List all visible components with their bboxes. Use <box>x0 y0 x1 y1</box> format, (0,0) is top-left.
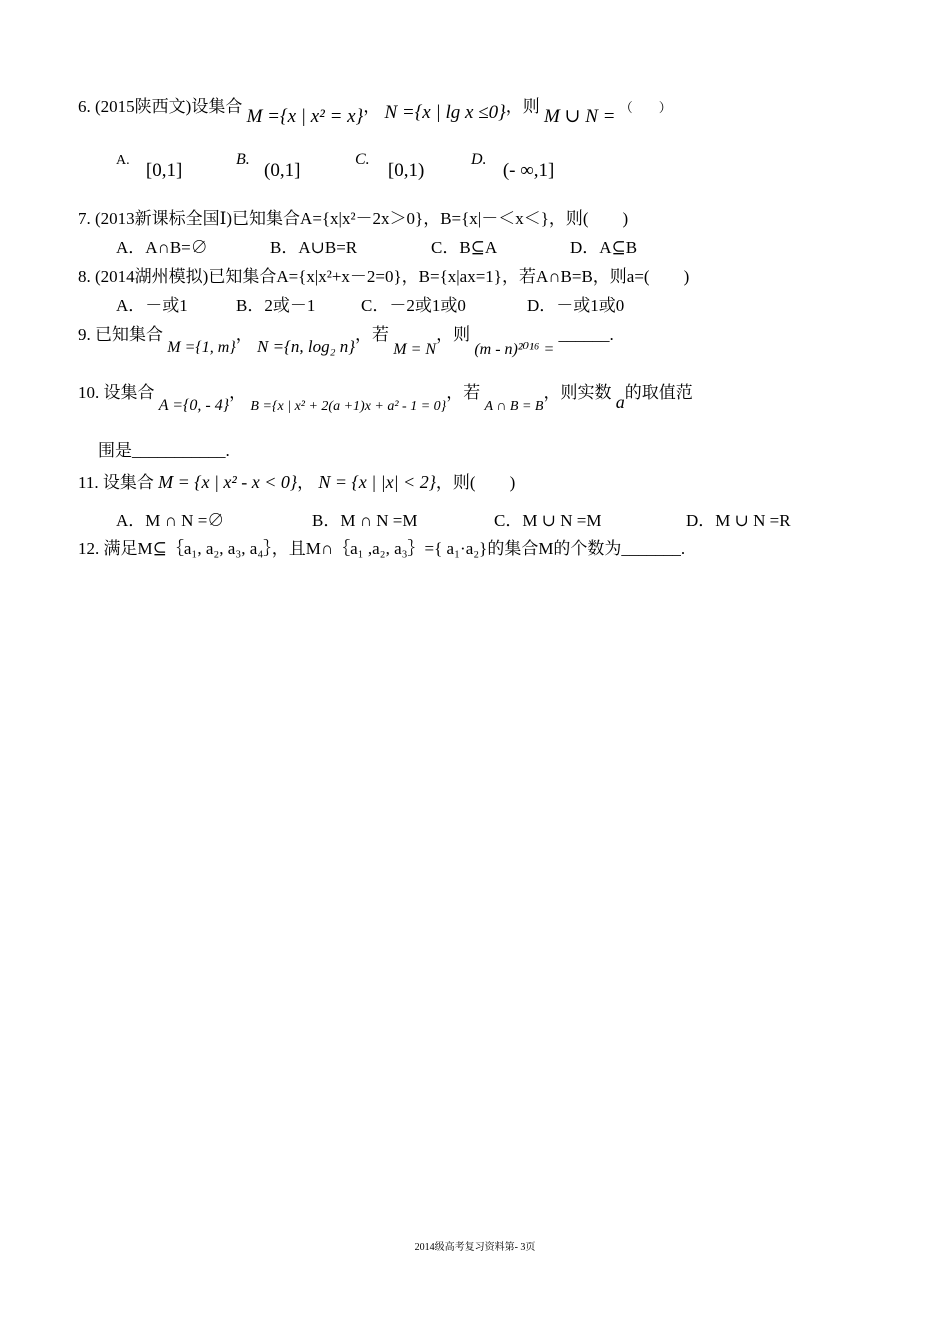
q10-set-b: B ={x | x² + 2(a +1)x + a² - 1 = 0} <box>250 399 447 414</box>
q10-cond: A ∩ B = B <box>484 399 544 414</box>
q9-blank: ______. <box>558 325 614 344</box>
q6-set-m: M ={x | x² = x} <box>246 106 364 127</box>
q7-option-b: B．A∪B=R <box>270 238 358 257</box>
question-11 <box>78 468 515 493</box>
q9-sep3: ，则 <box>436 325 471 344</box>
q9-set-n: N ={n, log₂ n} <box>256 337 356 356</box>
q6-paren: （ ） <box>619 100 672 115</box>
q11-option-c: C．M ∪ N =M <box>494 511 602 530</box>
question-12: 12. 满足M⊆｛a₁, a₂, a₃, a₄｝，且M∩｛a₁ ,a₂, a₃｝={ a₁·a₂}的集合M的个数为_______. <box>78 539 686 558</box>
q10-sep2: ，若 <box>446 383 481 402</box>
q8-option-a: A．－或1 <box>116 296 188 315</box>
q11-stem: 11. 设集合 <box>78 473 154 492</box>
q10-stem: 10. 设集合 <box>78 383 155 402</box>
q6-set-n: N ={x | lg x ≤0} <box>384 102 506 123</box>
q6-option-a: A. [0,1] <box>116 153 183 181</box>
q6-option-c: C. [0,1) <box>355 151 425 181</box>
q8-option-d: D．－或1或0 <box>527 296 625 315</box>
q11-sep1: ， <box>297 473 315 492</box>
q9-cond: M = N <box>393 341 437 358</box>
q7-option-a: A．A∩B=∅ <box>116 238 208 257</box>
q6-expr: M ∪ N = <box>543 106 616 127</box>
question-8: 8. (2014湖州模拟)已知集合A={x|x²+x－2=0}，B={x|ax=1}，若A∩B=B，则a=( ) <box>78 267 690 286</box>
q8-option-b: B．2或－1 <box>236 296 316 315</box>
q7-option-d: D．A⊆B <box>570 238 638 257</box>
q8-option-c: C．－2或1或0 <box>361 296 466 315</box>
q6-sep1: ， <box>363 97 381 116</box>
q11-option-a: A．M ∩ N =∅ <box>116 511 225 530</box>
page-footer: 2014级高考复习资料第- 3页 <box>414 1242 536 1253</box>
q11-set-m: M = {x | x² - x < 0} <box>158 472 298 492</box>
q10-tail: 的取值范 <box>624 383 693 402</box>
q7-option-c: C．B⊆A <box>431 238 498 257</box>
q6-stem: 6. (2015陕西文)设集合 <box>78 97 243 116</box>
q11-option-b: B．M ∩ N =M <box>312 511 418 530</box>
q6-sep2: ，则 <box>505 97 540 116</box>
q11-tail: ，则( ) <box>435 473 516 492</box>
q9-expr: (m - n)²⁰¹⁶ = <box>474 341 555 358</box>
question-10-line2: 围是___________. <box>98 441 230 460</box>
question-9 <box>78 320 614 358</box>
question-7: 7. (2013新课标全国Ⅰ)已知集合A={x|x²－2x＞0}，B={x|－＜x＜}，则( ) <box>78 209 629 228</box>
q11-option-d: D．M ∪ N =R <box>686 511 791 530</box>
q9-sep1: ， <box>235 325 253 344</box>
q6-option-d: D. (- ∞,1] <box>471 151 555 181</box>
q10-var: a <box>615 392 625 412</box>
q10-set-a: A ={0, - 4} <box>158 397 230 414</box>
q9-set-m: M ={1, m} <box>167 339 236 356</box>
q11-set-n: N = {x | |x| < 2} <box>318 472 436 492</box>
question-6 <box>78 92 672 127</box>
q6-option-b: B. (0,1] <box>236 151 301 181</box>
q10-sep3: ，则实数 <box>543 383 612 402</box>
q9-sep2: ，若 <box>355 325 390 344</box>
q9-stem: 9. 已知集合 <box>78 325 163 344</box>
q10-sep1: ， <box>229 383 247 402</box>
